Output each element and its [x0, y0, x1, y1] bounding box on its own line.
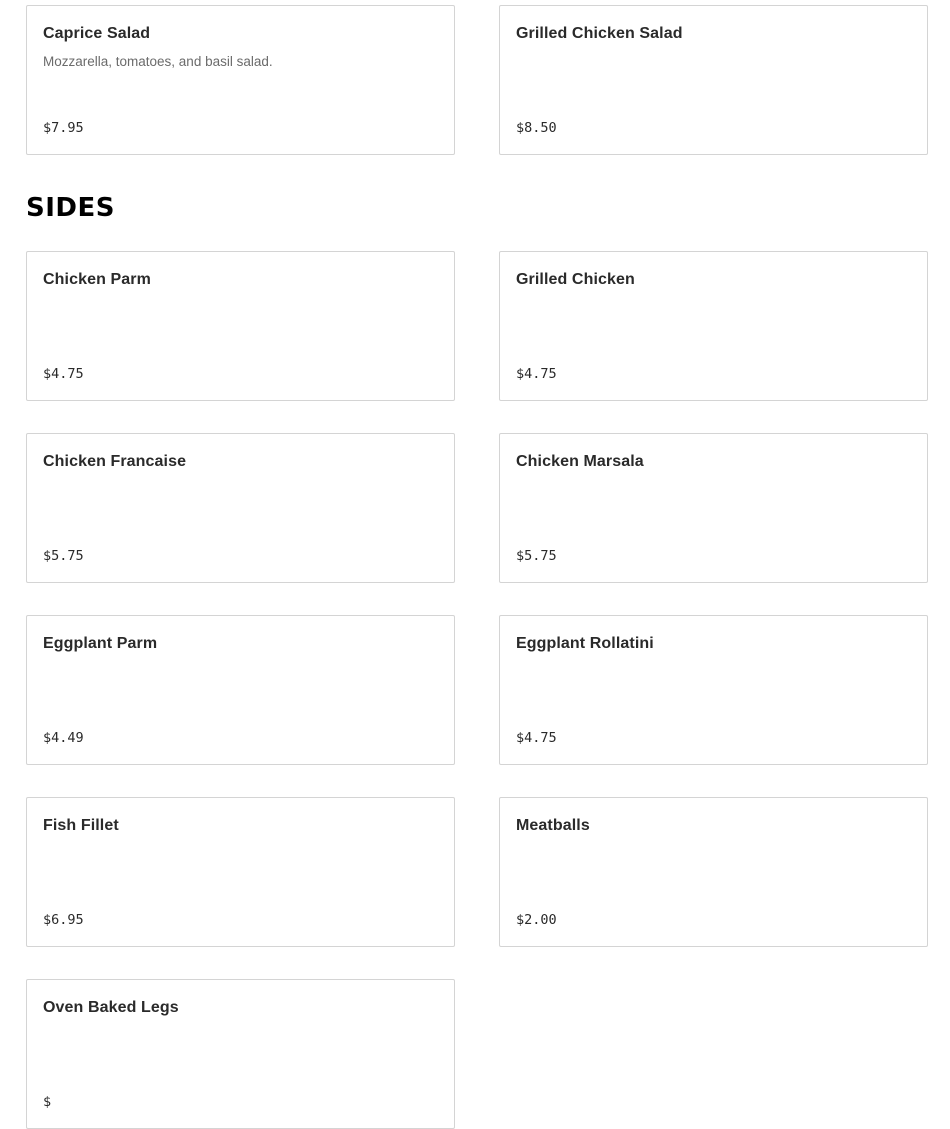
menu-item-price: $ [43, 1094, 52, 1110]
menu-item-price: $5.75 [43, 548, 84, 564]
section-title-sides: SIDES [26, 193, 115, 223]
menu-item-price: $5.75 [516, 548, 557, 564]
menu-item-price: $2.00 [516, 912, 557, 928]
menu-item-name: Caprice Salad [43, 25, 151, 42]
menu-item-card[interactable] [499, 433, 928, 583]
menu-item-name: Chicken Marsala [516, 453, 644, 470]
menu-item-name: Eggplant Rollatini [516, 635, 654, 652]
menu-item-card[interactable] [499, 251, 928, 401]
menu-item-price: $4.75 [43, 366, 84, 382]
menu-item-card[interactable] [499, 797, 928, 947]
menu-item-name: Grilled Chicken [516, 271, 635, 288]
menu-item-price: $4.75 [516, 730, 557, 746]
menu-item-card[interactable] [26, 797, 455, 947]
menu-item-name: Eggplant Parm [43, 635, 158, 652]
menu-item-card[interactable] [499, 5, 928, 155]
menu-item-card[interactable] [26, 615, 455, 765]
menu-item-card[interactable] [26, 979, 455, 1129]
salads-grid [26, 5, 928, 155]
menu-item-price: $6.95 [43, 912, 84, 928]
menu-item-price: $7.95 [43, 120, 84, 136]
menu-item-card[interactable] [26, 251, 455, 401]
menu-item-name: Oven Baked Legs [43, 999, 179, 1016]
menu-item-description: Mozzarella, tomatoes, and basil salad. [43, 54, 273, 69]
menu-item-name: Meatballs [516, 817, 590, 834]
menu-item-card[interactable] [26, 433, 455, 583]
menu-item-price: $8.50 [516, 120, 557, 136]
menu-item-card[interactable] [499, 615, 928, 765]
menu-item-card[interactable] [26, 5, 455, 155]
menu-item-name: Chicken Parm [43, 271, 151, 288]
sides-grid [26, 251, 928, 1129]
menu-item-name: Chicken Francaise [43, 453, 187, 470]
menu-item-name: Fish Fillet [43, 817, 119, 834]
menu-item-price: $4.49 [43, 730, 84, 746]
menu-item-price: $4.75 [516, 366, 557, 382]
menu-item-name: Grilled Chicken Salad [516, 25, 683, 42]
